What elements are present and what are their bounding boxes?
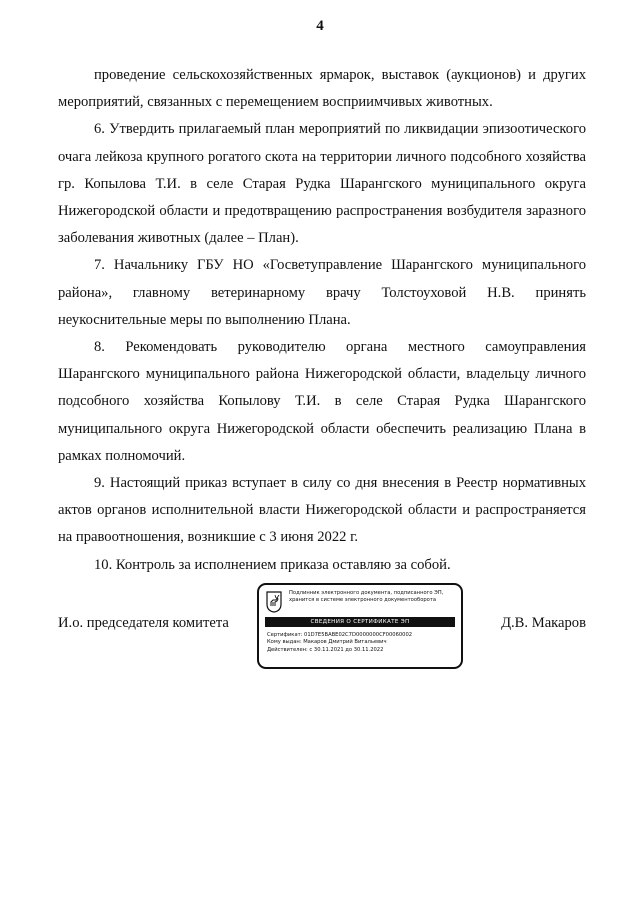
stamp-header: СВЕДЕНИЯ О СЕРТИФИКАТЕ ЭП bbox=[265, 617, 455, 627]
paragraph-8: 8. Рекомендовать руководителю органа местного самоуправления Шарангского муниципального района Нижегородской области, владельцу личного подсобного хозяйства Копылову Т.И. в селе Старая Рудка Шарангского муниципального округа Нижегородской области обеспечить реализацию Плана в рамках полномочий. bbox=[58, 339, 586, 464]
certificate-validity: Действителен: с 30.11.2021 до 30.11.2022 bbox=[267, 646, 384, 653]
page-number: 4 bbox=[316, 18, 324, 34]
signature-block bbox=[58, 583, 590, 673]
document-body bbox=[58, 62, 586, 579]
paragraph-9: 9. Настоящий приказ вступает в силу со дня внесения в Реестр нормативных актов органов исполнительной власти Нижегородской области и распространяется на правоотношения, возникшие с 3 июня 2022 г. bbox=[58, 475, 586, 546]
deer-emblem-icon bbox=[266, 591, 282, 613]
signatory-role: И.о. председателя комитета bbox=[58, 615, 229, 631]
certificate-owner: Кому выдан: Макаров Дмитрий Витальевич bbox=[267, 639, 387, 646]
paragraph-7: 7. Начальнику ГБУ НО «Госветуправление Шарангского муниципального района», главному ветеринарному врачу Толстоуховой Н.В. принять неукоснительные меры по выполнению Плана. bbox=[58, 257, 586, 328]
certificate-number: Сертификат: 01D7E5BABE02C7D0000000CF00060002 bbox=[267, 632, 413, 638]
electronic-signature-stamp bbox=[257, 583, 463, 669]
stamp-note: Подлинник электронного документа, подписанного ЭП, хранится в системе электронного документооборота bbox=[289, 590, 444, 603]
paragraph-6: 6. Утвердить прилагаемый план мероприятий по ликвидации эпизоотического очага лейкоза крупного рогатого скота на территории личного подсобного хозяйства гр. Копылова Т.И. в селе Старая Рудка Шарангского муниципального округа Нижегородской области и предотвращению распространения возбудителя заразного заболевания животных (далее – План). bbox=[58, 121, 586, 247]
stamp-details bbox=[267, 632, 457, 654]
signatory-name: Д.В. Макаров bbox=[501, 615, 586, 631]
paragraph-5-continuation: проведение сельскохозяйственных ярмарок, выставок (аукционов) и других мероприятий, связанных с перемещением восприимчивых животных. bbox=[58, 67, 586, 111]
paragraph-10: 10. Контроль за исполнением приказа оставляю за собой. bbox=[94, 556, 451, 573]
